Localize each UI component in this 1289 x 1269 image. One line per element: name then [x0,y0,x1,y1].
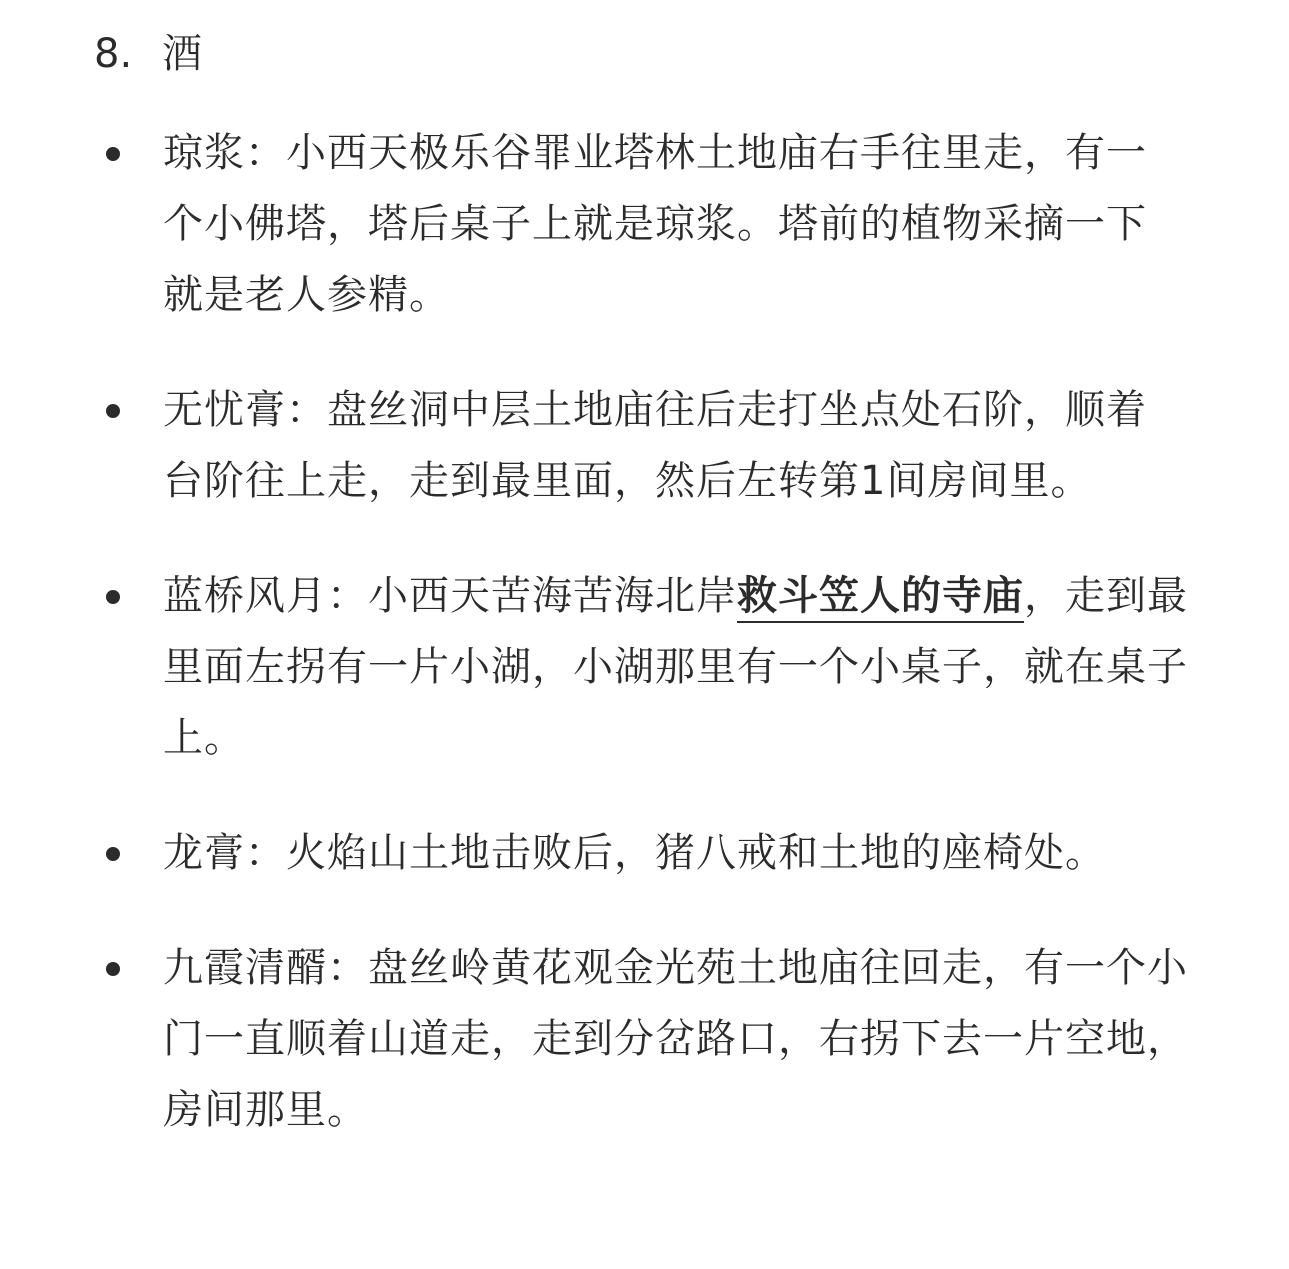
bullet-dot [106,404,120,418]
list-item-wuyougao [0,375,1148,517]
section-heading [94,24,202,84]
section-title: 酒 [162,31,202,77]
bullet-dot [106,147,120,161]
item-text: 琼浆：小西天极乐谷罪业塔林土地庙右手往里走，有一个小佛塔，塔后桌子上就是琼浆。塔前的植物采摘一下就是老人参精。 [163,130,1147,318]
temple-link[interactable]: 救斗笠人的寺庙 [737,573,1024,623]
list-item-lanqiaofengyue [0,561,1193,774]
item-text: 龙膏：火焰山土地击败后，猪八戒和土地的座椅处。 [163,830,1106,876]
bullet-dot [106,590,120,604]
bullet-dot [106,962,120,976]
item-text: 九霞清醑：盘丝岭黄花观金光苑土地庙往回走，有一个小门一直顺着山道走，走到分岔路口，右拐下去一片空地，房间那里。 [163,945,1188,1133]
section-number: 8. [94,31,133,77]
item-list [0,118,1289,1190]
list-item-longgao [0,818,1193,889]
list-item-jiuxiaqingxu [0,933,1193,1146]
item-text-before: 蓝桥风月：小西天苦海苦海北岸 [163,573,737,619]
item-text-after: ，走到最里面左拐有一片小湖，小湖那里有一个小桌子，就在桌子上。 [163,573,1188,761]
list-item-qiongjiang [0,118,1148,331]
bullet-dot [106,847,120,861]
item-text: 无忧膏：盘丝洞中层土地庙往后走打坐点处石阶，顺着台阶往上走，走到最里面，然后左转第1间房间里。 [163,387,1147,504]
